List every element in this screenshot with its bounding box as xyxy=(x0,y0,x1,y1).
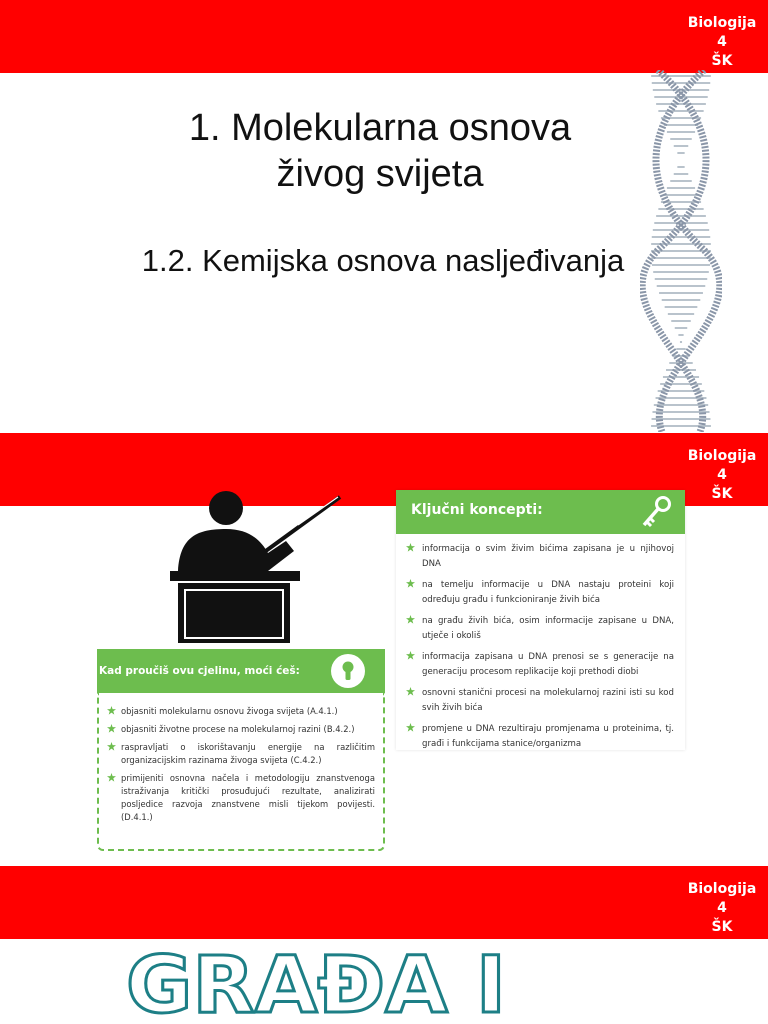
list-item: raspravljati o iskorištavanju energije na različitim organizacijskim razinama živoga svijeta (C.4.2.) xyxy=(107,741,375,767)
star-bullet-icon xyxy=(107,773,116,782)
star-bullet-icon xyxy=(406,615,415,624)
star-bullet-icon xyxy=(107,724,116,733)
teacher-icon xyxy=(168,491,348,646)
word-art-title xyxy=(124,942,514,1022)
list-item: objasniti molekularnu osnovu živoga svijeta (A.4.1.) xyxy=(107,705,375,718)
list-item: promjene u DNA rezultiraju promjenama u proteinima, tj. građi i funkcijama stanice/organizma xyxy=(406,722,674,752)
course-label: Biologija 4 ŠK xyxy=(687,881,757,935)
star-bullet-icon xyxy=(406,723,415,732)
word-art-text: GRAĐA I xyxy=(126,942,506,1022)
slide-subtitle: 1.2. Kemijska osnova nasljeđivanja xyxy=(141,243,625,278)
list-item: osnovni stanični procesi na molekularnoj razini isti su kod svih živih bića xyxy=(406,686,674,716)
star-bullet-icon xyxy=(406,651,415,660)
list-item: informacija zapisana u DNA prenosi se s generacije na generaciju procesom replikacije koji prethodi diobi xyxy=(406,650,674,680)
list-item: primijeniti osnovna načela i metodologiju znanstvenoga istraživanja kritički prosuđujući rezultate, analizirati posljedice razvoja znanstvene misli tijekom povijesti. (D.4.1.) xyxy=(107,772,375,824)
star-bullet-icon xyxy=(107,706,116,715)
learning-outcomes-heading: Kad proučiš ovu cjelinu, moći ćeš: xyxy=(99,665,300,677)
keyhole-icon xyxy=(330,653,366,689)
list-item: na temelju informacije u DNA nastaju proteini koji određuju građu i funkcioniranje živih bića xyxy=(406,578,674,608)
list-item: informacija o svim živim bićima zapisana je u njihovoj DNA xyxy=(406,542,674,572)
learning-outcomes-list xyxy=(107,705,375,829)
learning-outcomes-header xyxy=(97,649,385,693)
slide-structure xyxy=(0,866,768,1024)
key-concepts-box xyxy=(396,490,685,750)
learning-outcomes-body xyxy=(97,693,385,851)
header-bar xyxy=(0,866,768,939)
star-bullet-icon xyxy=(107,742,116,751)
slide-goals xyxy=(0,433,768,866)
list-item: objasniti životne procese na molekularnoj razini (B.4.2.) xyxy=(107,723,375,736)
key-icon xyxy=(636,492,676,532)
list-item: na građu živih bića, osim informacije zapisane u DNA, utječe i okoliš xyxy=(406,614,674,644)
learning-outcomes-box xyxy=(97,649,385,851)
star-bullet-icon xyxy=(406,543,415,552)
course-label: Biologija 4 ŠK xyxy=(687,448,757,502)
key-concepts-list xyxy=(406,542,674,758)
star-bullet-icon xyxy=(406,687,415,696)
slide-title-text: 1. Molekularna osnova živog svijeta xyxy=(188,107,572,195)
header-bar xyxy=(0,0,768,73)
slide-title xyxy=(0,0,768,433)
key-concepts-heading: Ključni koncepti: xyxy=(411,502,543,518)
course-label: Biologija 4 ŠK xyxy=(687,15,757,69)
dna-helix-icon xyxy=(640,70,722,432)
star-bullet-icon xyxy=(406,579,415,588)
key-concepts-header xyxy=(396,490,685,534)
